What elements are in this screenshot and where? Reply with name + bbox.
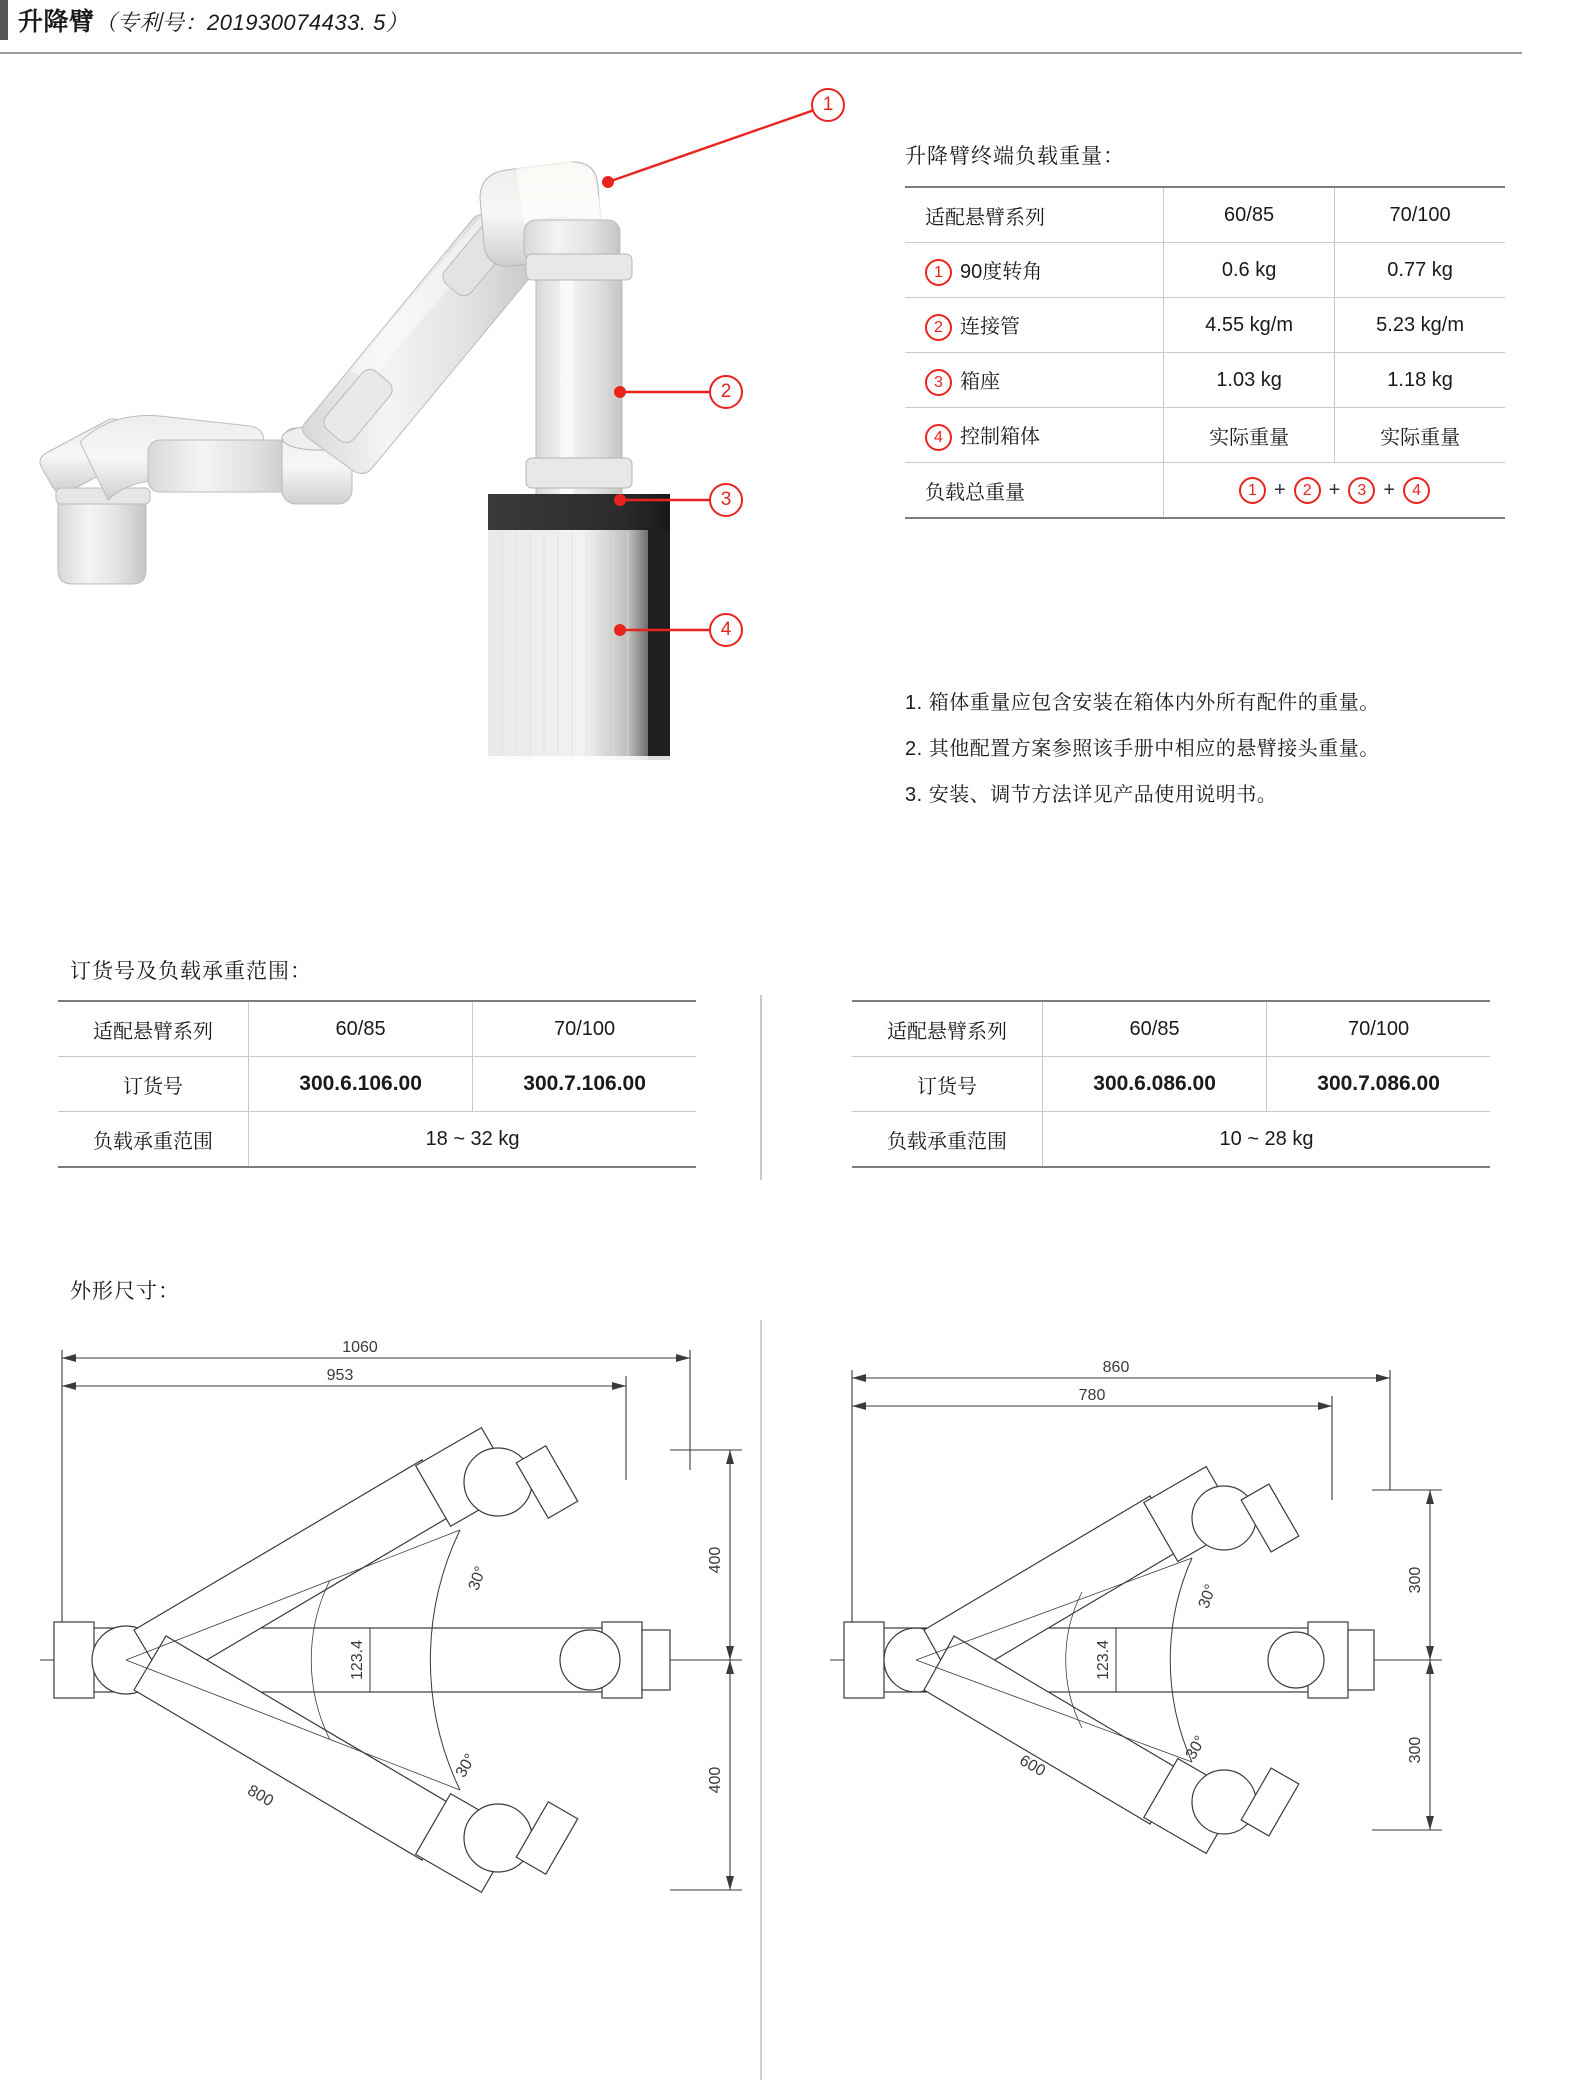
page-header xyxy=(0,0,1580,58)
order-right-number-2: 300.7.086.00 xyxy=(1267,1057,1490,1112)
load-row-2-text: 连接管 xyxy=(960,315,1020,338)
notes-list xyxy=(905,680,1545,818)
order-left-label-range: 负载承重范围 xyxy=(58,1112,249,1168)
table-row-header xyxy=(905,187,1505,243)
dim-right-center: 123.4 xyxy=(1095,1639,1112,1681)
total-badge-3: 3 xyxy=(1348,477,1375,504)
dim-left-angle-bottom: 30° xyxy=(452,1751,480,1781)
load-row-2-v1: 4.55 kg/m xyxy=(1164,298,1335,353)
callout-1: 1 xyxy=(811,88,845,122)
page-title xyxy=(18,2,408,38)
load-row-3-text: 箱座 xyxy=(960,370,1000,393)
load-total-label: 负载总重量 xyxy=(905,463,1164,519)
load-row-3-label xyxy=(905,353,1164,408)
order-left-label-number: 订货号 xyxy=(58,1057,249,1112)
order-table-left-wrapper xyxy=(58,1000,696,1168)
order-right-range-value: 10 ~ 28 kg xyxy=(1043,1112,1491,1168)
load-row-4-text: 控制箱体 xyxy=(960,425,1040,448)
order-right-series-1: 60/85 xyxy=(1043,1001,1267,1057)
order-right-series-2: 70/100 xyxy=(1267,1001,1490,1057)
table-row xyxy=(852,1057,1490,1112)
load-row-4-v1: 实际重量 xyxy=(1164,408,1335,463)
order-right-number-1: 300.6.086.00 xyxy=(1043,1057,1267,1112)
load-row-3-v2: 1.18 kg xyxy=(1335,353,1505,408)
table-row xyxy=(905,353,1505,408)
table-row-total xyxy=(905,463,1505,519)
load-row-1-label xyxy=(905,243,1164,298)
dim-right-right-bottom: 300 xyxy=(1407,1736,1424,1764)
load-row-1-v2: 0.77 kg xyxy=(1335,243,1505,298)
plus-3: + xyxy=(1383,478,1396,501)
callout-2: 2 xyxy=(709,375,743,409)
callout-3: 3 xyxy=(709,483,743,517)
total-badge-2: 2 xyxy=(1294,477,1321,504)
order-left-label-series: 适配悬臂系列 xyxy=(58,1001,249,1057)
load-weight-section xyxy=(905,140,1525,519)
load-header-series: 适配悬臂系列 xyxy=(905,187,1164,243)
note-2: 2. 其他配置方案参照该手册中相应的悬臂接头重量。 xyxy=(905,738,1380,760)
dimension-drawing-left xyxy=(30,1330,750,2075)
page-title-text: 升降臂 xyxy=(18,8,95,36)
table-row xyxy=(58,1057,696,1112)
table-row xyxy=(58,1001,696,1057)
product-photo xyxy=(20,70,880,900)
header-accent-bar xyxy=(0,0,8,40)
load-header-6085: 60/85 xyxy=(1164,187,1335,243)
total-badge-1: 1 xyxy=(1239,477,1266,504)
dimensions-caption: 外形尺寸： xyxy=(70,1280,180,1303)
order-left-series-1: 60/85 xyxy=(249,1001,473,1057)
table-row xyxy=(58,1112,696,1168)
dim-right-angle-top: 30° xyxy=(1195,1582,1220,1611)
load-weight-table xyxy=(905,186,1505,519)
order-table-left xyxy=(58,1000,696,1168)
dim-left-angle-top: 30° xyxy=(465,1564,490,1593)
dim-right-second: 780 xyxy=(1078,1387,1106,1404)
load-total-formula xyxy=(1164,463,1506,519)
badge-3: 3 xyxy=(925,369,952,396)
note-3: 3. 安装、调节方法详见产品使用说明书。 xyxy=(905,784,1278,806)
dim-right-right-top: 300 xyxy=(1407,1566,1424,1594)
table-row xyxy=(905,243,1505,298)
patent-number: （专利号：201930074433. 5） xyxy=(94,10,409,35)
dim-right-arm-length: 600 xyxy=(1016,1752,1049,1781)
load-row-1-text: 90度转角 xyxy=(960,260,1043,283)
order-right-label-series: 适配悬臂系列 xyxy=(852,1001,1043,1057)
load-row-2-label xyxy=(905,298,1164,353)
order-section-divider xyxy=(760,995,762,1180)
plus-1: + xyxy=(1273,478,1286,501)
product-illustration xyxy=(20,70,880,900)
order-section-caption: 订货号及负载承重范围： xyxy=(70,960,312,983)
dimension-drawing-right xyxy=(820,1330,1540,2075)
order-left-number-2: 300.7.106.00 xyxy=(473,1057,696,1112)
badge-1: 1 xyxy=(925,259,952,286)
table-row xyxy=(905,298,1505,353)
table-row xyxy=(852,1112,1490,1168)
dim-left-center: 123.4 xyxy=(349,1639,366,1681)
load-table-caption: 升降臂终端负载重量： xyxy=(905,145,1125,168)
dim-left-top: 1060 xyxy=(342,1339,378,1356)
badge-4: 4 xyxy=(925,424,952,451)
table-row xyxy=(852,1001,1490,1057)
dim-left-arm-length: 800 xyxy=(244,1782,277,1811)
load-row-4-v2: 实际重量 xyxy=(1335,408,1505,463)
dimension-svg-right xyxy=(820,1330,1540,2070)
load-row-4-label xyxy=(905,408,1164,463)
dimension-svg-left xyxy=(30,1330,750,2070)
dim-right-top: 860 xyxy=(1102,1359,1130,1376)
dimensions-divider xyxy=(760,1320,762,2080)
load-row-1-v1: 0.6 kg xyxy=(1164,243,1335,298)
order-left-range-value: 18 ~ 32 kg xyxy=(249,1112,697,1168)
order-left-series-2: 70/100 xyxy=(473,1001,696,1057)
load-header-70100: 70/100 xyxy=(1335,187,1505,243)
order-table-right-wrapper xyxy=(852,1000,1490,1168)
dim-left-right-top: 400 xyxy=(707,1546,724,1574)
dim-left-second: 953 xyxy=(326,1367,354,1384)
dim-left-right-bottom: 400 xyxy=(707,1766,724,1794)
note-1: 1. 箱体重量应包含安装在箱体内外所有配件的重量。 xyxy=(905,692,1380,714)
order-right-label-number: 订货号 xyxy=(852,1057,1043,1112)
plus-2: + xyxy=(1328,478,1341,501)
badge-2: 2 xyxy=(925,314,952,341)
total-badge-4: 4 xyxy=(1403,477,1430,504)
order-table-right xyxy=(852,1000,1490,1168)
order-right-label-range: 负载承重范围 xyxy=(852,1112,1043,1168)
table-row xyxy=(905,408,1505,463)
header-divider xyxy=(0,52,1522,54)
load-row-2-v2: 5.23 kg/m xyxy=(1335,298,1505,353)
dim-right-angle-bottom: 30° xyxy=(1182,1733,1210,1763)
order-left-number-1: 300.6.106.00 xyxy=(249,1057,473,1112)
load-row-3-v1: 1.03 kg xyxy=(1164,353,1335,408)
callout-4: 4 xyxy=(709,613,743,647)
